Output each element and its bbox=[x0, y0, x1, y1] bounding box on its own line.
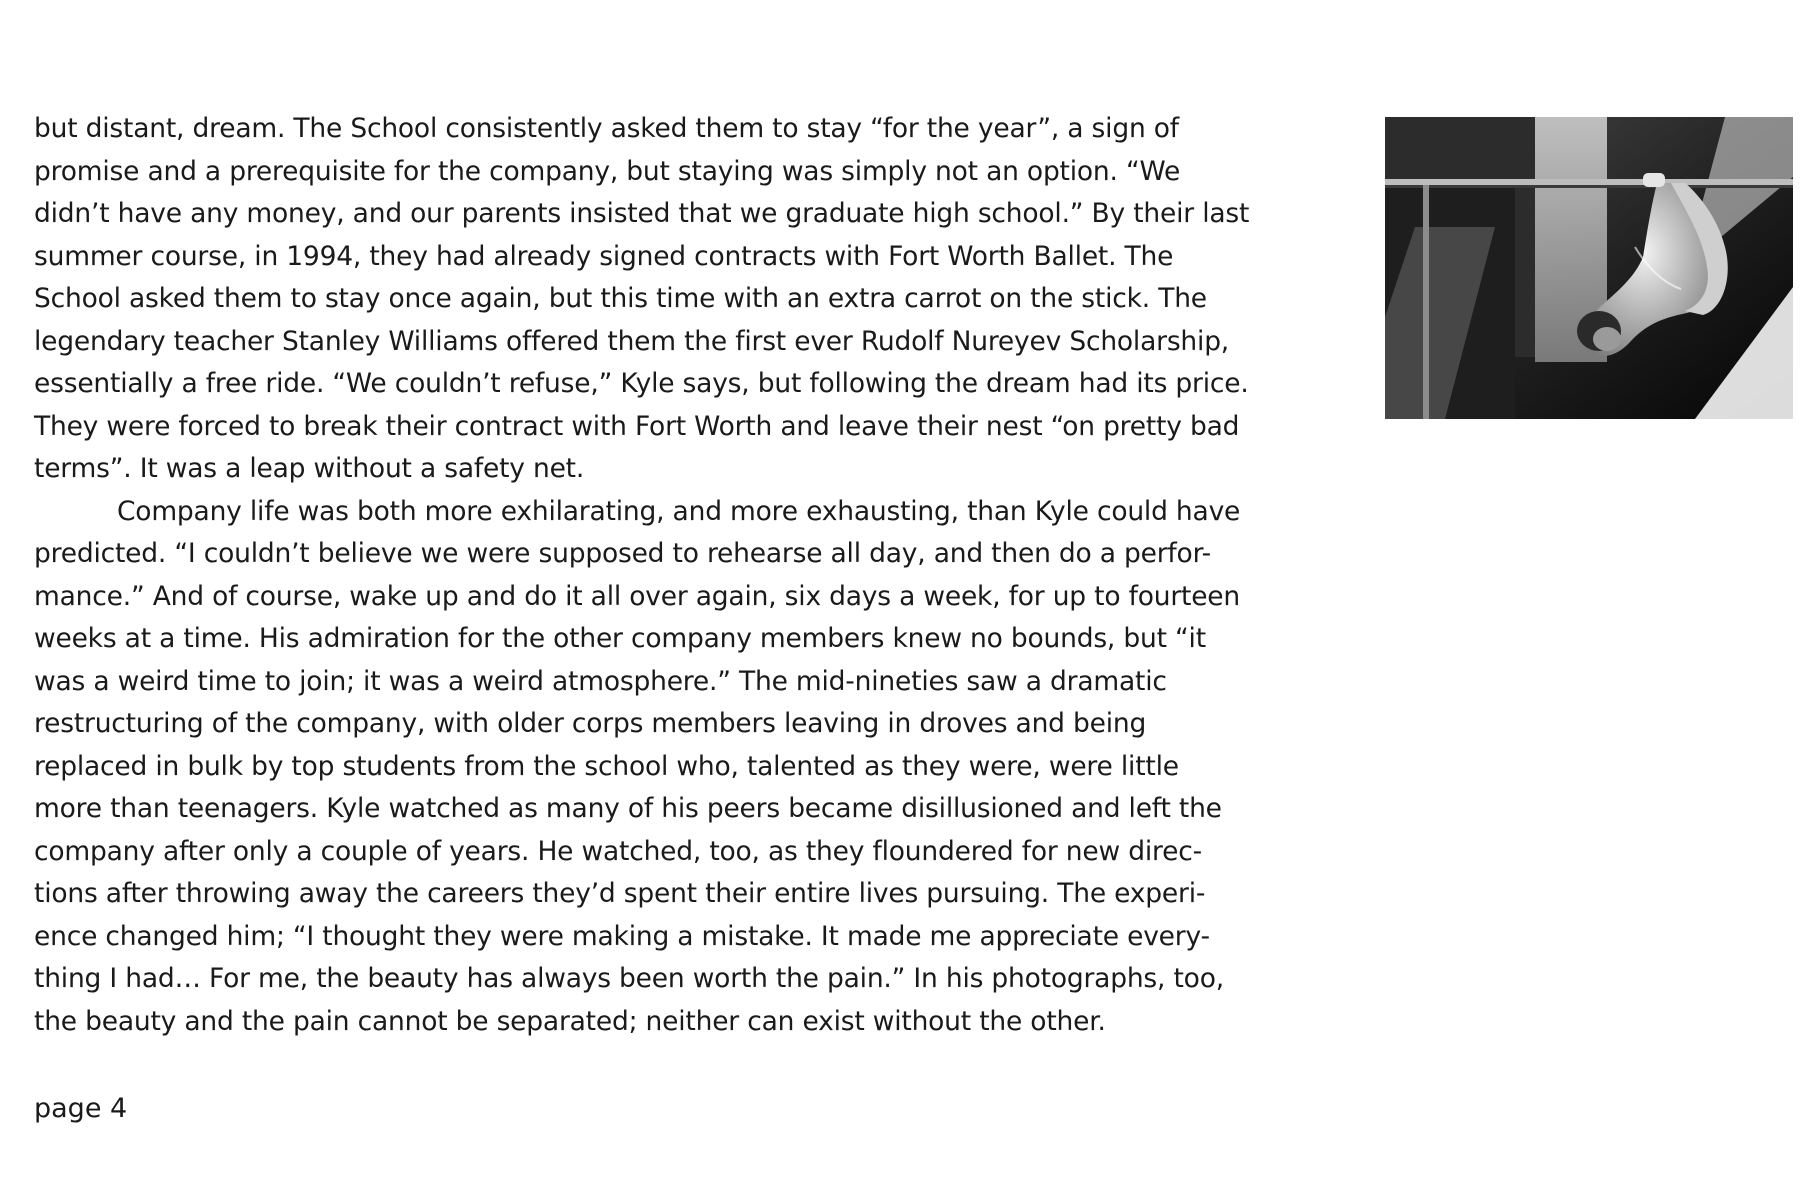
body-line: restructuring of the company, with older corps members leaving in droves and being bbox=[34, 708, 1147, 739]
body-line: promise and a prerequisite for the company, but staying was simply not an option. “We bbox=[34, 155, 1181, 187]
body-line: was a weird time to join; it was a weird atmosphere.” The mid-nineties saw a dramatic bbox=[34, 665, 1167, 697]
paragraph-start-line: Company life was both more exhilarating, and more exhausting, than Kyle could have bbox=[117, 495, 1241, 527]
page-number: page 4 bbox=[34, 1093, 128, 1124]
body-line: weeks at a time. His admiration for the other company members knew no bounds, but “it bbox=[34, 623, 1206, 654]
article-body bbox=[34, 108, 1364, 1043]
dancer-at-barre-photo bbox=[1385, 117, 1793, 419]
body-line: the beauty and the pain cannot be separated; neither can exist without the other. bbox=[34, 1005, 1106, 1037]
body-line: didn’t have any money, and our parents insisted that we graduate high school.” By their last bbox=[34, 198, 1250, 229]
body-line: more than teenagers. Kyle watched as many of his peers became disillusioned and left the bbox=[34, 793, 1222, 824]
body-line: summer course, in 1994, they had already signed contracts with Fort Worth Ballet. The bbox=[34, 240, 1174, 272]
body-line: essentially a free ride. “We couldn’t refuse,” Kyle says, but following the dream had its price. bbox=[34, 368, 1249, 399]
body-line: but distant, dream. The School consistently asked them to stay “for the year”, a sign of bbox=[34, 113, 1179, 144]
body-line: tions after throwing away the careers they’d spent their entire lives pursuing. The experi- bbox=[34, 878, 1206, 909]
body-line: legendary teacher Stanley Williams offered them the first ever Rudolf Nureyev Scholarship, bbox=[34, 325, 1230, 357]
body-line: School asked them to stay once again, but this time with an extra carrot on the stick. The bbox=[34, 283, 1207, 314]
body-line: terms”. It was a leap without a safety net. bbox=[34, 453, 585, 484]
body-line: company after only a couple of years. He watched, too, as they floundered for new direc- bbox=[34, 835, 1202, 867]
body-line: mance.” And of course, wake up and do it all over again, six days a week, for up to fourteen bbox=[34, 580, 1241, 612]
body-line: They were forced to break their contract with Fort Worth and leave their nest “on pretty bad bbox=[34, 410, 1240, 442]
body-line: thing I had… For me, the beauty has always been worth the pain.” In his photographs, too, bbox=[34, 963, 1224, 994]
body-line: replaced in bulk by top students from the school who, talented as they were, were little bbox=[34, 750, 1179, 782]
body-line: predicted. “I couldn’t believe we were supposed to rehearse all day, and then do a perfor- bbox=[34, 538, 1211, 569]
body-line: ence changed him; “I thought they were making a mistake. It made me appreciate every- bbox=[34, 920, 1210, 952]
